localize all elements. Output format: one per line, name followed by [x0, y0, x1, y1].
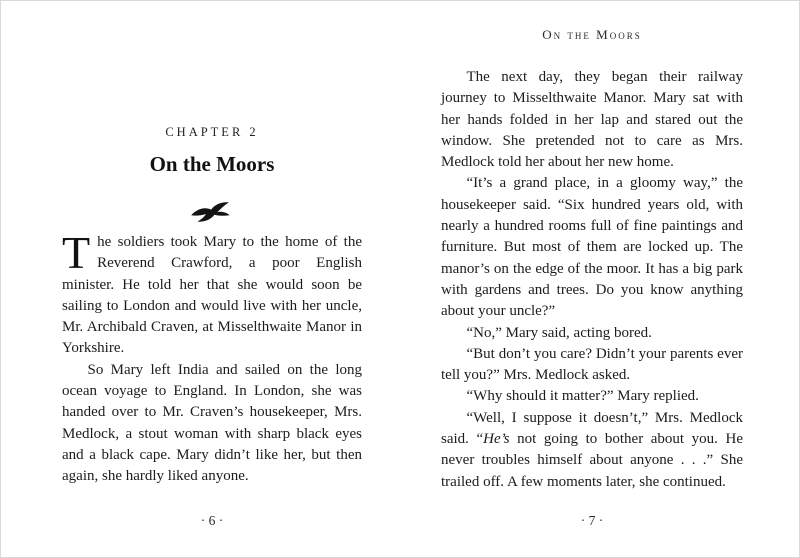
chapter-opening — [63, 125, 361, 225]
paragraph — [441, 408, 743, 493]
emphasized-text: He’s — [483, 431, 510, 448]
paragraph-text: not going to bother about you. He never troubles himself about anyone . . .” She trailed off. A few moments later, she continued. — [441, 431, 743, 490]
chapter-label: CHAPTER 2 — [165, 125, 259, 139]
right-page — [401, 1, 800, 557]
page-number-right: · 7 · — [580, 513, 604, 528]
page-number-left: · 6 · — [200, 513, 224, 528]
paragraph-text: “Well, I suppose it doesn’t,” Mrs. Medlock said. “ — [441, 409, 743, 448]
left-page-body — [62, 227, 362, 488]
right-page-body — [441, 67, 743, 493]
paragraph: “But don’t you care? Didn’t your parents ever tell you?” Mrs. Medlock asked. — [441, 345, 743, 384]
paragraph-text: he soldiers took Mary to the home of the Reverend Crawford, a poor English minister. He told her that she would soon be sailing to London and would live with her uncle, Mr. Archibald Craven, at Misselthwaite Manor in Yorkshire. — [62, 234, 362, 357]
chapter-title: On the Moors — [149, 152, 275, 176]
left-page — [1, 1, 401, 557]
running-header: On the Moors — [542, 27, 642, 42]
bird-ornament-icon — [63, 199, 361, 225]
drop-cap: T — [62, 227, 91, 278]
paragraph: “No,” Mary said, acting bored. — [466, 324, 652, 341]
paragraph — [62, 227, 362, 360]
paragraph: “It’s a grand place, in a gloomy way,” the housekeeper said. “Six hundred years old, with nearly a hundred rooms full of fine paintings and furniture. But most of them are locked up. The manor’s on the edge of the moor. It has a big park with gardens and trees. Do you know anything about your uncle?” — [441, 175, 743, 320]
paragraph: So Mary left India and sailed on the long ocean voyage to England. In London, she was handed over to Mr. Craven’s housekeeper, Mrs. Medlock, a stout woman with sharp black eyes and a black cape. Mary didn’t like her, but then again, she hardly liked anyone. — [62, 361, 362, 485]
paragraph: The next day, they began their railway journey to Misselthwaite Manor. Mary sat with her hands folded in her lap and stared out the window. She pretended not to care as Mrs. Medlock told her about her new home. — [441, 69, 743, 171]
paragraph: “Why should it matter?” Mary replied. — [466, 388, 699, 405]
